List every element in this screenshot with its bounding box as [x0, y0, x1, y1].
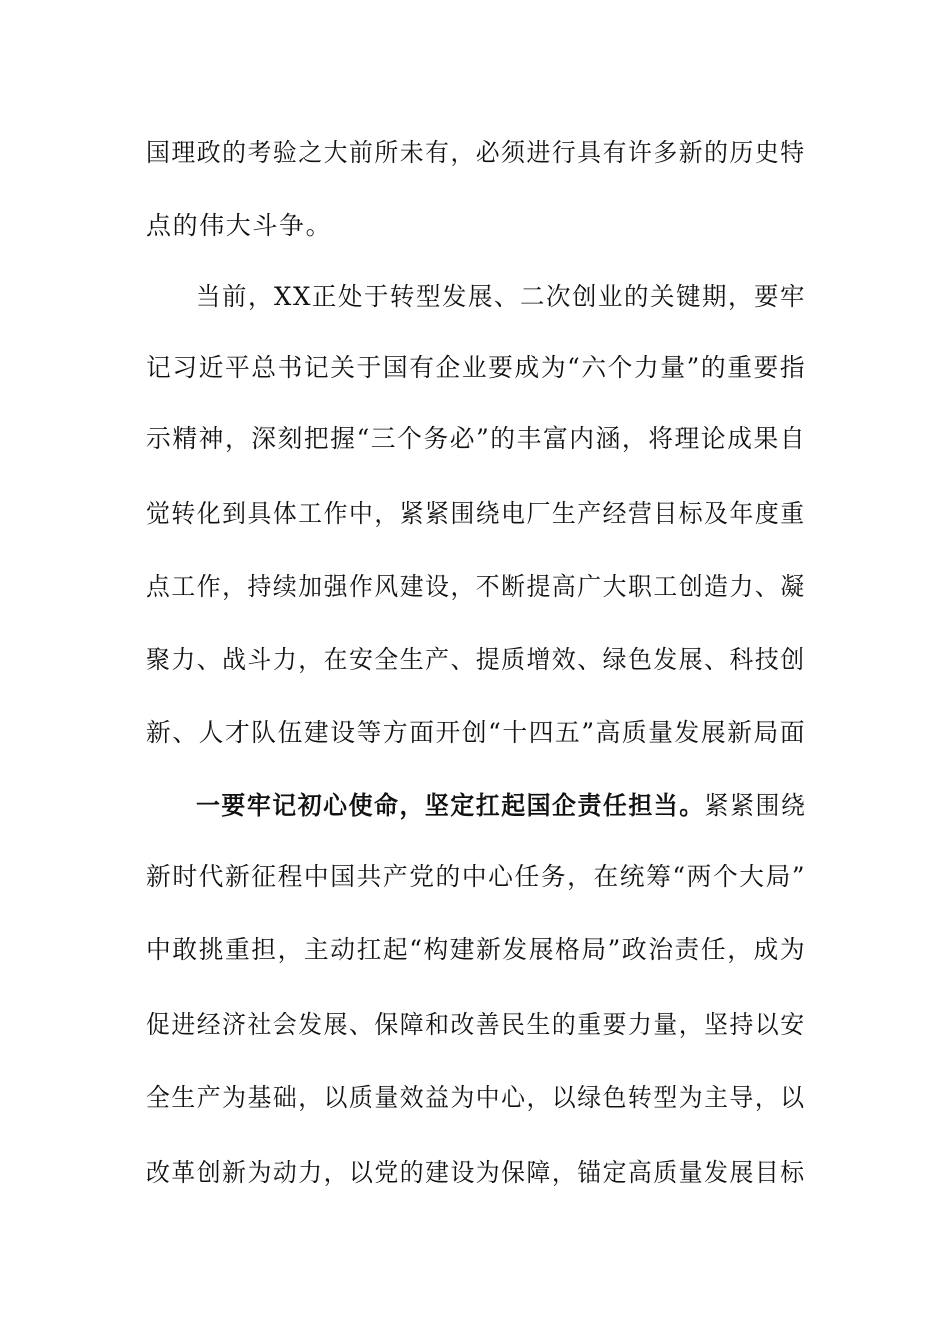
paragraph-line: 点的伟大斗争。	[146, 211, 333, 240]
paragraph-line: 点工作，持续加强作风建设，不断提高广大职工创造力、凝	[146, 572, 806, 601]
heading-continuation: 紧紧围绕	[704, 791, 807, 820]
paragraph-line: 新、人才队伍建设等方面开创“十四五”高质量发展新局面	[146, 718, 807, 747]
paragraph-line: 促进经济社会发展、保障和改善民生的重要力量，坚持以安	[146, 1010, 806, 1039]
paragraph-line: 新时代新征程中国共产党的中心任务，在统筹“两个大局”	[146, 862, 807, 891]
paragraph-line: 改革创新为动力，以党的建设为保障，锚定高质量发展目标	[146, 1158, 806, 1187]
paragraph-line: 当前，XX正处于转型发展、二次创业的关键期，要牢	[196, 282, 806, 311]
section-heading: 一要牢记初心使命，坚定扛起国企责任担当。	[196, 791, 705, 820]
paragraph-line: 国理政的考验之大前所未有，必须进行具有许多新的历史特	[146, 138, 806, 167]
paragraph-line: 觉转化到具体工作中，紧紧围绕电厂生产经营目标及年度重	[146, 499, 806, 528]
paragraph-line: 记习近平总书记关于国有企业要成为“六个力量”的重要指	[146, 353, 807, 382]
paragraph-line: 全生产为基础，以质量效益为中心，以绿色转型为主导，以	[146, 1083, 806, 1112]
paragraph-line: 中敢挑重担，主动扛起“构建新发展格局”政治责任，成为	[146, 935, 807, 964]
section-heading-line	[196, 786, 806, 826]
paragraph-line: 示精神，深刻把握“三个务必”的丰富内涵，将理论成果自	[146, 424, 807, 453]
paragraph-line: 聚力、战斗力，在安全生产、提质增效、绿色发展、科技创	[146, 645, 806, 674]
